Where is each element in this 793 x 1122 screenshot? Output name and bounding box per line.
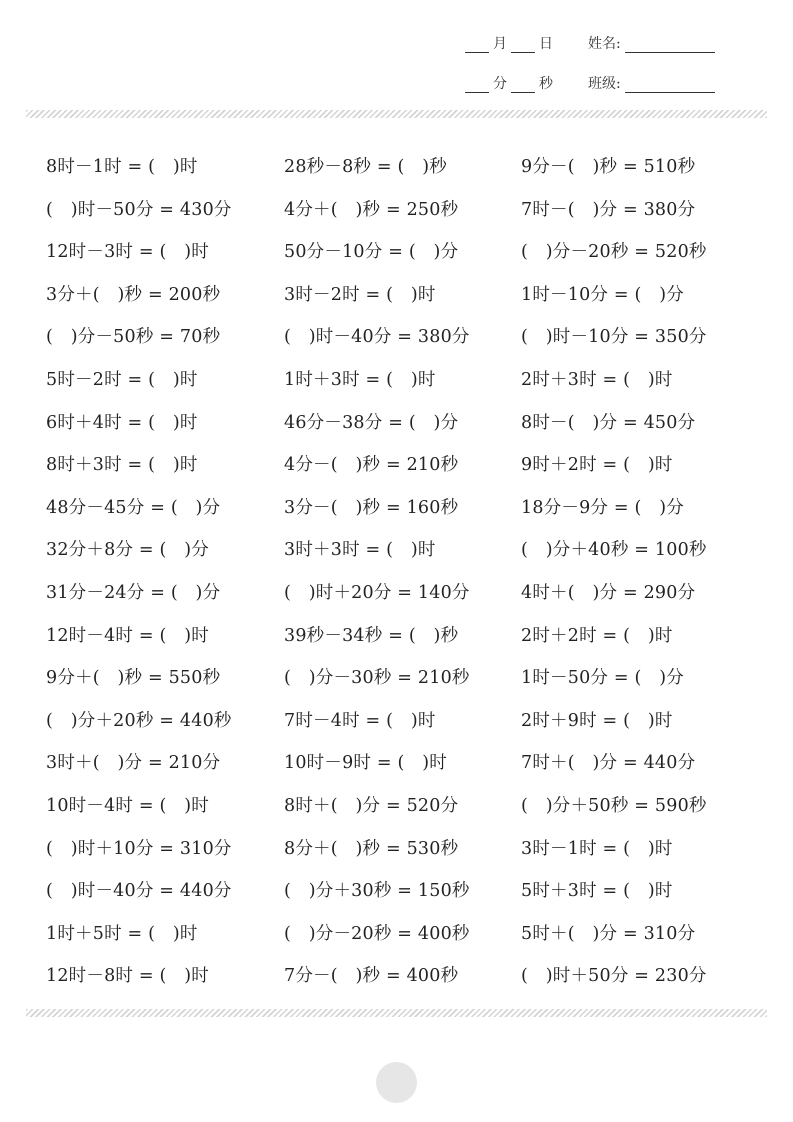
problem-item: 8时＋3时 = ( )时 — [46, 455, 198, 476]
problem-row — [46, 912, 746, 955]
minute-blank[interactable] — [465, 78, 489, 93]
problem-item: 8时－1时 = ( )时 — [46, 157, 198, 177]
problem-item: 4时＋( )分 = 290分 — [521, 582, 696, 603]
problem-item: ( )时－50分 = 430分 — [46, 199, 232, 220]
problem-item: ( )时－40分 = 380分 — [284, 327, 470, 348]
problem-row — [46, 954, 746, 997]
problem-item: 31分－24分 = ( )分 — [46, 582, 221, 603]
problem-item: ( )分－20秒 = 520秒 — [521, 242, 707, 263]
problem-row — [46, 230, 746, 273]
problem-item: ( )分＋40秒 = 100秒 — [521, 540, 707, 561]
problem-item: 4分＋( )秒 = 250秒 — [284, 199, 459, 220]
problem-item: ( )时－10分 = 350分 — [521, 327, 707, 348]
problem-row — [46, 145, 746, 188]
problem-row — [46, 273, 746, 316]
problem-item: ( )分＋30秒 = 150秒 — [284, 881, 470, 902]
problem-row — [46, 784, 746, 827]
problem-item: 8分＋( )秒 = 530秒 — [284, 838, 459, 859]
problem-item: 3时＋( )分 = 210分 — [46, 753, 221, 774]
problem-item: 3时－2时 = ( )时 — [284, 284, 436, 305]
problem-item: 5时＋3时 = ( )时 — [521, 881, 673, 902]
problem-item: 12时－3时 = ( )时 — [46, 242, 209, 263]
problem-item: 5时－2时 = ( )时 — [46, 369, 198, 390]
problem-row — [46, 401, 746, 444]
problem-grid — [46, 145, 746, 997]
worksheet-header — [0, 0, 793, 110]
problem-item: ( )时＋20分 = 140分 — [284, 582, 470, 603]
problem-item: 2时＋9时 = ( )时 — [521, 710, 673, 731]
problem-row — [46, 827, 746, 870]
problem-item: 32分＋8分 = ( )分 — [46, 540, 209, 561]
class-row — [588, 73, 715, 93]
class-label: 班级: — [588, 76, 621, 92]
problem-item: 46分－38分 = ( )分 — [284, 412, 459, 433]
problem-item: ( )分＋20秒 = 440秒 — [46, 710, 232, 731]
problem-item: 1时＋5时 = ( )时 — [46, 923, 198, 944]
problem-row — [46, 315, 746, 358]
name-blank[interactable] — [625, 38, 715, 53]
problem-item: 3分＋( )秒 = 200秒 — [46, 284, 221, 305]
problem-item: 3时－1时 = ( )时 — [521, 838, 673, 859]
month-label: 月 — [493, 36, 507, 52]
problem-item: 10时－4时 = ( )时 — [46, 795, 209, 816]
problem-item: 50分－10分 = ( )分 — [284, 242, 459, 263]
problem-item: 9时＋2时 = ( )时 — [521, 455, 673, 476]
bottom-divider — [26, 1009, 767, 1017]
problem-item: 9分＋( )秒 = 550秒 — [46, 668, 221, 689]
problem-row — [46, 528, 746, 571]
problem-row — [46, 358, 746, 401]
minute-label: 分 — [493, 76, 507, 92]
problem-item: ( )分－50秒 = 70秒 — [46, 327, 221, 348]
problem-row — [46, 699, 746, 742]
problem-item: 28秒－8秒 = ( )秒 — [284, 157, 447, 177]
problem-item: ( )时－40分 = 440分 — [46, 881, 232, 902]
problem-item: ( )分－30秒 = 210秒 — [284, 668, 470, 689]
problem-item: 1时－50分 = ( )分 — [521, 668, 684, 689]
problem-row — [46, 571, 746, 614]
day-blank[interactable] — [511, 38, 535, 53]
month-blank[interactable] — [465, 38, 489, 53]
name-row — [588, 33, 715, 53]
time-row — [465, 73, 557, 93]
problem-item: 2时＋2时 = ( )时 — [521, 625, 673, 646]
problem-item: 8时＋( )分 = 520分 — [284, 795, 459, 816]
problem-item: 39秒－34秒 = ( )秒 — [284, 625, 459, 646]
day-label: 日 — [539, 36, 553, 52]
second-label: 秒 — [539, 76, 553, 92]
problem-row — [46, 188, 746, 231]
problem-item: ( )时＋10分 = 310分 — [46, 838, 232, 859]
problem-item: 3时＋3时 = ( )时 — [284, 540, 436, 561]
problem-row — [46, 741, 746, 784]
date-row — [465, 33, 557, 53]
problem-item: ( )时＋50分 = 230分 — [521, 966, 707, 987]
problem-row — [46, 614, 746, 657]
problem-item: 1时－10分 = ( )分 — [521, 284, 684, 305]
problem-item: 18分－9分 = ( )分 — [521, 497, 684, 518]
problem-item: 9分－( )秒 = 510秒 — [521, 157, 696, 177]
problem-item: 12时－8时 = ( )时 — [46, 966, 209, 987]
problem-item: 2时＋3时 = ( )时 — [521, 369, 673, 390]
problem-item: ( )分＋50秒 = 590秒 — [521, 795, 707, 816]
problem-item: 7分－( )秒 = 400秒 — [284, 966, 459, 987]
problem-item: 8时－( )分 = 450分 — [521, 412, 696, 433]
top-divider — [26, 110, 767, 118]
second-blank[interactable] — [511, 78, 535, 93]
problem-item: 1时＋3时 = ( )时 — [284, 369, 436, 390]
problem-item: ( )分－20秒 = 400秒 — [284, 923, 470, 944]
problem-item: 12时－4时 = ( )时 — [46, 625, 209, 646]
problem-item: 48分－45分 = ( )分 — [46, 497, 221, 518]
class-blank[interactable] — [625, 78, 715, 93]
problem-row — [46, 443, 746, 486]
problem-item: 5时＋( )分 = 310分 — [521, 923, 696, 944]
problem-item: 4分－( )秒 = 210秒 — [284, 455, 459, 476]
problem-item: 10时－9时 = ( )时 — [284, 753, 447, 774]
problem-item: 7时－4时 = ( )时 — [284, 710, 436, 731]
problem-item: 7时－( )分 = 380分 — [521, 199, 696, 220]
problem-item: 7时＋( )分 = 440分 — [521, 753, 696, 774]
problem-row — [46, 869, 746, 912]
problem-row — [46, 656, 746, 699]
page-number-circle — [376, 1062, 417, 1103]
problem-item: 3分－( )秒 = 160秒 — [284, 497, 459, 518]
name-label: 姓名: — [588, 36, 621, 52]
problem-item: 6时＋4时 = ( )时 — [46, 412, 198, 433]
problem-row — [46, 486, 746, 529]
